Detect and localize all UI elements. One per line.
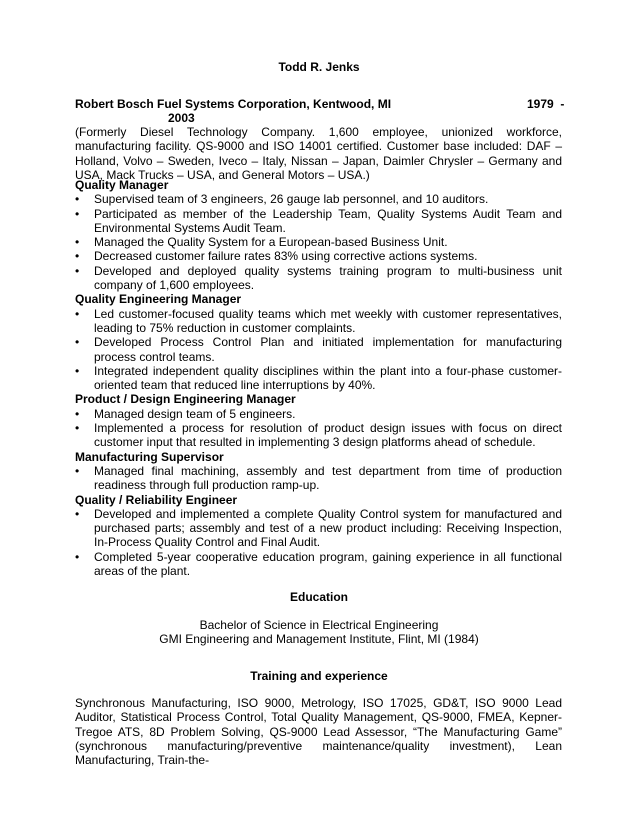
bullet-item: • Supervised team of 3 engineers, 26 gauge lab personnel, and 10 auditors. xyxy=(75,192,562,206)
role-title: Quality Manager xyxy=(75,178,169,192)
bullet-item: • Developed Process Control Plan and initiated implementation for manufacturing process control teams. xyxy=(75,335,562,364)
role-title: Manufacturing Supervisor xyxy=(75,449,224,464)
education-school: GMI Engineering and Management Institute, Flint, MI (1984) xyxy=(159,632,479,646)
role-bullet-list xyxy=(75,464,562,493)
bullet-item: • Managed final machining, assembly and test department from time of production readiness through full production ramp-up. xyxy=(75,464,562,493)
employment-years-start: 1979 - xyxy=(527,97,565,111)
bullet-item: • Managed the Quality System for a European-based Business Unit. xyxy=(75,235,562,249)
role-title: Quality Engineering Manager xyxy=(75,292,242,307)
role-title: Product / Design Engineering Manager xyxy=(75,392,296,407)
bullet-item: • Integrated independent quality disciplines within the plant into a four-phase customer-oriented team that reduced line interruptions by 40%. xyxy=(75,364,562,393)
bullet-item: • Implemented a process for resolution of product design issues with focus on direct customer input that resulted in implementing 3 design platforms ahead of schedule. xyxy=(75,421,562,450)
candidate-name: Todd R. Jenks xyxy=(278,60,360,74)
training-heading: Training and experience xyxy=(250,669,388,683)
role-bullet-list xyxy=(75,507,562,578)
bullet-item: • Decreased customer failure rates 83% using corrective actions systems. xyxy=(75,249,562,263)
role-bullet-list xyxy=(75,192,562,292)
company-description: (Formerly Diesel Technology Company. 1,600 employee, unionized workforce, manufacturing facility. QS-9000 and ISO 14001 certified. Customer base included: DAF – Holland, Volvo – Sweden, Iveco – Italy, Nissan – Japan, Daimler Chrysler – Germany and USA, Mack Trucks – USA, and General Motors – USA.) xyxy=(75,125,562,182)
role-bullet-list xyxy=(75,407,562,450)
bullet-item: • Completed 5-year cooperative education program, gaining experience in all functional areas of the plant. xyxy=(75,550,562,579)
roles-section xyxy=(75,178,562,578)
education-heading: Education xyxy=(289,590,348,604)
bullet-item: • Developed and implemented a complete Quality Control system for manufactured and purchased parts; assembly and test of a new product including: Receiving Inspection, In-Process Quality Control and Final Audit. xyxy=(75,507,562,550)
bullet-item: • Led customer-focused quality teams which met weekly with customer representatives, leading to 75% reduction in customer complaints. xyxy=(75,307,562,336)
bullet-item: • Managed design team of 5 engineers. xyxy=(75,407,562,421)
education-degree: Bachelor of Science in Electrical Engineering xyxy=(199,618,439,632)
bullet-item: • Participated as member of the Leadership Team, Quality Systems Audit Team and Environmental Systems Audit Team. xyxy=(75,207,562,236)
bullet-item: • Developed and deployed quality systems training program to multi-business unit company of 1,600 employees. xyxy=(75,264,562,293)
role-title: Quality / Reliability Engineer xyxy=(75,492,238,507)
company-line: Robert Bosch Fuel Systems Corporation, Kentwood, MI xyxy=(75,97,392,111)
role-bullet-list xyxy=(75,307,562,393)
training-text: Synchronous Manufacturing, ISO 9000, Metrology, ISO 17025, GD&T, ISO 9000 Lead Auditor, Statistical Process Control, Total Quality Management, QS-9000, FMEA, Kepner-Tregoe ATS, 8D Problem Solving, QS-9000 Lead Assessor, “The Manufacturing Game” (synchronous manufacturing/preventive maintenance/quality investment), Lean Manufacturing, Train-the- xyxy=(75,696,562,768)
employment-years-end: 2003 xyxy=(168,111,195,125)
